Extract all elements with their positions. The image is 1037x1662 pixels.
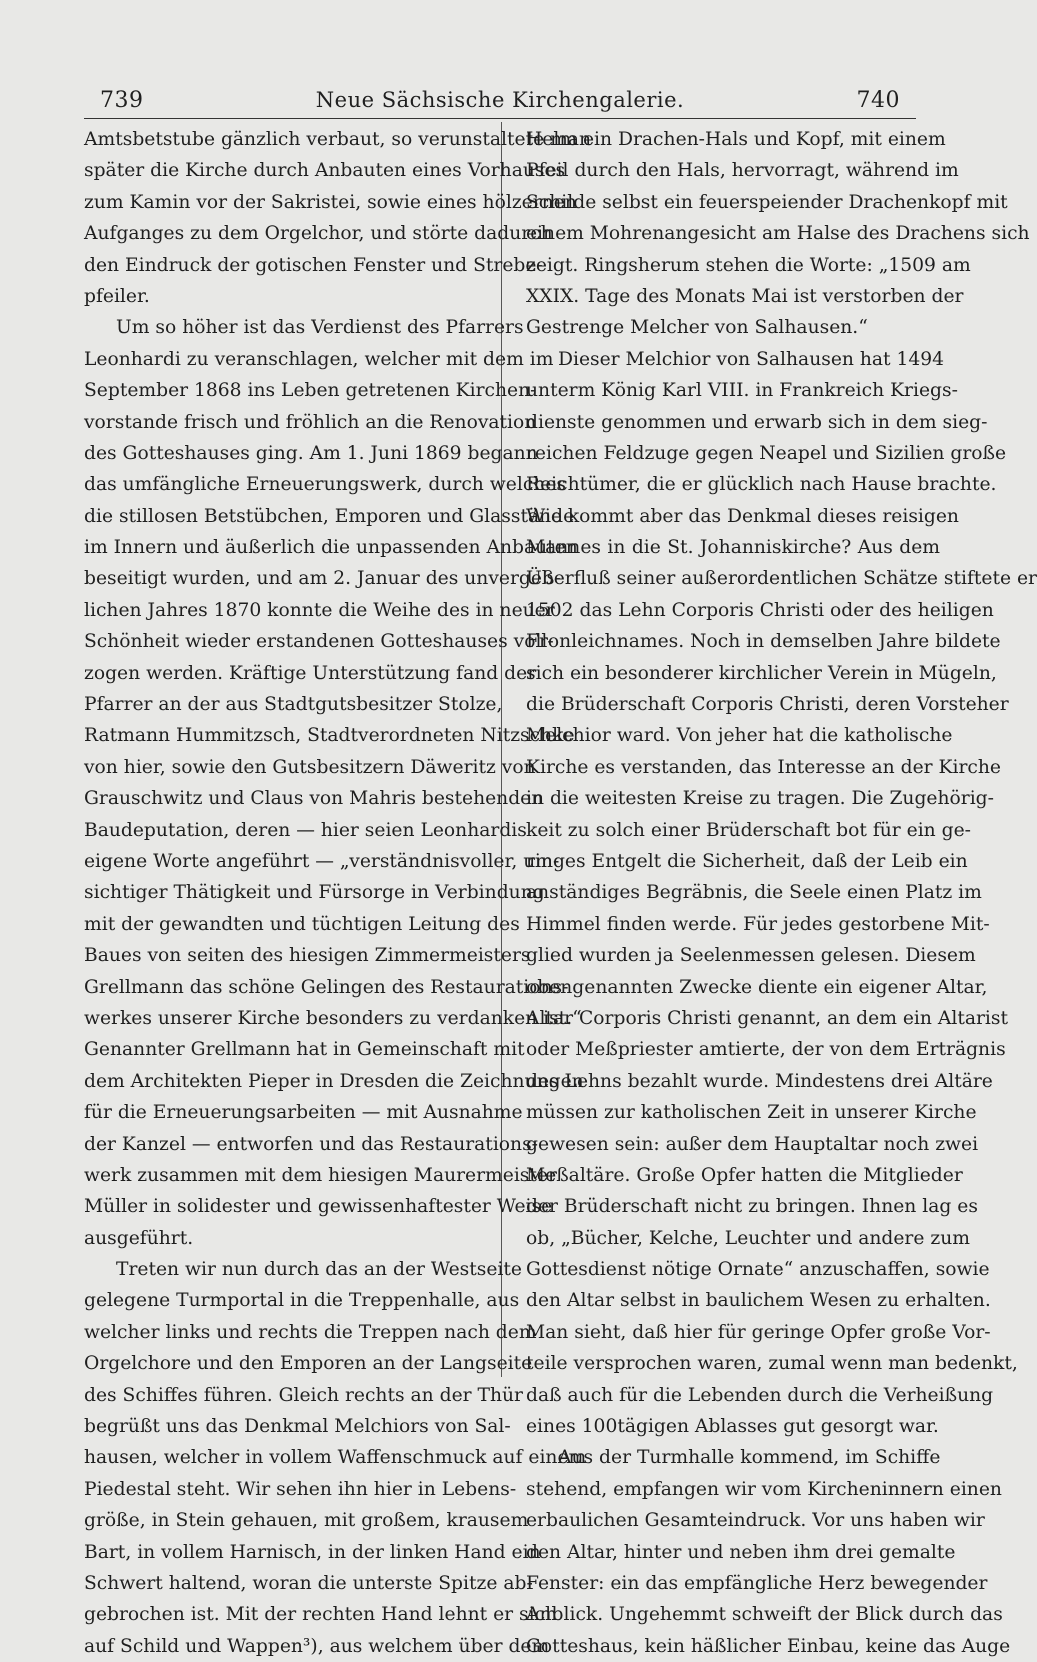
text-line: Leonhardi zu veranschlagen, welcher mit dem im <box>84 348 554 370</box>
text-line: des Gotteshauses ging. Am 1. Juni 1869 begann <box>84 442 538 464</box>
text-line: sich ein besonderer kirchlicher Verein in Mügeln, <box>526 662 997 684</box>
left-column <box>84 124 591 1662</box>
text-line: Um so höher ist das Verdienst des Pfarrers <box>116 317 524 339</box>
text-line: September 1868 ins Leben getretenen Kirchen- <box>84 380 537 402</box>
text-line: Grellmann das schöne Gelingen des Restaurations- <box>84 976 569 998</box>
page-header <box>0 82 1000 116</box>
text-line: Amtsbetstube gänzlich verbaut, so verunstaltete man <box>84 129 591 150</box>
text-line: Melchior ward. Von jeher hat die katholische <box>526 725 953 747</box>
text-line: das umfängliche Erneuerungswerk, durch welches <box>84 474 566 496</box>
text-line: Man sieht, daß hier für geringe Opfer große Vor- <box>526 1321 991 1343</box>
text-line: die Brüderschaft Corporis Christi, deren Vorsteher <box>526 694 1009 716</box>
text-line: Bart, in vollem Harnisch, in der linken Hand ein <box>84 1541 541 1563</box>
text-line: Mannes in die St. Johanniskirche? Aus dem <box>526 537 940 559</box>
text-line: Aufganges zu dem Orgelchor, und störte dadurch <box>84 223 553 245</box>
text-line: für die Erneuerungsarbeiten — mit Ausnahme <box>84 1102 523 1124</box>
text-line: teile versprochen waren, zumal wenn man bedenkt, <box>526 1353 1018 1375</box>
text-line: ausgeführt. <box>84 1227 194 1249</box>
text-line: Pfeil durch den Hals, hervorragt, während im <box>526 160 959 182</box>
text-line: Gotteshaus, kein häßlicher Einbau, keine das Auge <box>526 1635 1011 1657</box>
text-line: unterm König Karl VIII. in Frankreich Kriegs- <box>526 380 958 402</box>
text-line: Orgelchore und den Emporen an der Langseite <box>84 1353 533 1375</box>
text-line: Gestrenge Melcher von Salhausen.“ <box>526 317 868 339</box>
text-line: Kirche es verstanden, das Interesse an der Kirche <box>526 756 1001 778</box>
text-line: oder Meßpriester amtierte, der von dem Erträgnis <box>526 1039 1006 1061</box>
text-line: ob, „Bücher, Kelche, Leuchter und andere zum <box>526 1227 970 1249</box>
text-line: zogen werden. Kräftige Unterstützung fand der <box>84 662 537 684</box>
text-line: zeigt. Ringsherum stehen die Worte: „1509 am <box>526 254 971 276</box>
text-line: Dieser Melchior von Salhausen hat 1494 <box>558 348 945 370</box>
text-line: Baues von seiten des hiesigen Zimmermeisters <box>84 945 531 967</box>
text-line: XXIX. Tage des Monats Mai ist verstorben der <box>526 285 964 307</box>
text-line: daß auch für die Lebenden durch die Verheißung <box>526 1384 994 1406</box>
text-line: Ratmann Hummitzsch, Stadtverordneten Nitzschke <box>84 725 575 747</box>
text-line: dem Architekten Pieper in Dresden die Zeichnungen <box>84 1070 584 1092</box>
text-line: stehend, empfangen wir vom Kircheninnern einen <box>526 1478 1002 1500</box>
text-line: müssen zur katholischen Zeit in unserer Kirche <box>526 1102 977 1124</box>
text-line: eigene Worte angeführt — „verständnisvoller, um- <box>84 850 560 872</box>
text-line: Meßaltäre. Große Opfer hatten die Mitglieder <box>526 1164 963 1186</box>
text-line: der Kanzel — entworfen und das Restaurations- <box>84 1133 538 1155</box>
text-line: Gottesdienst nötige Ornate“ anzuschaffen, sowie <box>526 1259 990 1281</box>
text-line: werkes unserer Kirche besonders zu verdanken ist.“ <box>84 1007 582 1029</box>
text-line: vorstande frisch und fröhlich an die Renovation <box>84 411 537 433</box>
text-line: keit zu solch einer Brüderschaft bot für ein ge- <box>526 819 971 841</box>
text-line: Schilde selbst ein feuerspeiender Drachenkopf mit <box>526 191 1008 213</box>
text-line: ringes Entgelt die Sicherheit, daß der Leib ein <box>526 850 968 872</box>
text-line: in die weitesten Kreise zu tragen. Die Zugehörig- <box>526 788 994 810</box>
header-rule <box>84 118 916 119</box>
text-line: Pfarrer an der aus Stadtgutsbesitzer Stolze, <box>84 694 503 716</box>
text-line: größe, in Stein gehauen, mit großem, krausem <box>84 1510 529 1532</box>
text-line: pfeiler. <box>84 285 150 307</box>
text-line: Helm ein Drachen-Hals und Kopf, mit einem <box>526 129 946 150</box>
text-line: Genannter Grellmann hat in Gemeinschaft mit <box>84 1039 525 1061</box>
text-line: beseitigt wurden, und am 2. Januar des unvergeß- <box>84 568 561 590</box>
text-line: des Lehns bezahlt wurde. Mindestens drei Altäre <box>526 1070 993 1092</box>
text-line: von hier, sowie den Gutsbesitzern Däweritz von <box>84 756 536 778</box>
text-line: werk zusammen mit dem hiesigen Maurermeister <box>84 1164 557 1186</box>
text-line: dienste genommen und erwarb sich in dem sieg- <box>526 411 988 433</box>
text-line: im Innern und äußerlich die unpassenden Anbauten <box>84 537 578 559</box>
text-line: zum Kamin vor der Sakristei, sowie eines hölzernen <box>84 191 577 213</box>
text-line: anständiges Begräbnis, die Seele einen Platz im <box>526 882 982 904</box>
text-line: Altar Corporis Christi genannt, an dem ein Altarist <box>526 1007 1008 1029</box>
text-line: Anblick. Ungehemmt schweift der Blick durch das <box>526 1604 1003 1626</box>
text-line: begrüßt uns das Denkmal Melchiors von Sal- <box>84 1416 511 1438</box>
text-line: glied wurden ja Seelenmessen gelesen. Diesem <box>526 945 976 967</box>
text-line: die stillosen Betstübchen, Emporen und Glasstände <box>84 505 575 527</box>
text-line: Piedestal steht. Wir sehen ihn hier in Lebens- <box>84 1478 517 1500</box>
text-line: Grauschwitz und Claus von Mahris bestehenden <box>84 788 544 810</box>
text-line: hausen, welcher in vollem Waffenschmuck auf einem <box>84 1447 587 1469</box>
text-line: 1502 das Lehn Corporis Christi oder des heiligen <box>526 599 994 621</box>
text-line: Aus der Turmhalle kommend, im Schiffe <box>558 1447 941 1469</box>
right-column <box>526 124 1037 1662</box>
text-line: Überfluß seiner außerordentlichen Schätze stiftete er <box>526 568 1037 590</box>
text-line: Schwert haltend, woran die unterste Spitze ab- <box>84 1572 533 1594</box>
text-line: sichtiger Thätigkeit und Fürsorge in Verbindung <box>84 882 545 904</box>
text-line: Fenster: ein das empfängliche Herz bewegender <box>526 1572 988 1594</box>
text-line: lichen Jahres 1870 konnte die Weihe des in neuer <box>84 599 555 621</box>
text-line: Wie kommt aber das Denkmal dieses reisigen <box>526 505 959 527</box>
text-line: obengenannten Zwecke diente ein eigener Altar, <box>526 976 988 998</box>
text-line: den Altar selbst in baulichem Wesen zu erhalten. <box>526 1290 991 1312</box>
text-line: Baudeputation, deren — hier seien Leonhardis <box>84 819 527 841</box>
left-page-number: 739 <box>100 88 144 113</box>
text-line: den Altar, hinter und neben ihm drei gemalte <box>526 1541 956 1563</box>
right-page-number: 740 <box>856 88 900 113</box>
text-line: einem Mohrenangesicht am Halse des Drachens sich <box>526 223 1030 245</box>
text-line: gewesen sein: außer dem Hauptaltar noch zwei <box>526 1133 979 1155</box>
text-line: Schönheit wieder erstandenen Gotteshauses voll- <box>84 631 554 653</box>
text-line: den Eindruck der gotischen Fenster und Strebe- <box>84 254 543 276</box>
text-line: des Schiffes führen. Gleich rechts an der Thür <box>84 1384 523 1406</box>
text-line: Reichtümer, die er glücklich nach Hause brachte. <box>526 474 997 496</box>
text-line: der Brüderschaft nicht zu bringen. Ihnen lag es <box>526 1196 978 1218</box>
text-line: Himmel finden werde. Für jedes gestorbene Mit- <box>526 913 990 935</box>
text-line: gebrochen ist. Mit der rechten Hand lehnt er sich <box>84 1604 558 1626</box>
text-line: gelegene Turmportal in die Treppenhalle, aus <box>84 1290 520 1312</box>
text-line: welcher links und rechts die Treppen nach dem <box>84 1321 537 1343</box>
text-line: erbaulichen Gesamteindruck. Vor uns haben wir <box>526 1510 985 1532</box>
text-line: eines 100tägigen Ablasses gut gesorgt war. <box>526 1416 939 1438</box>
text-line: Treten wir nun durch das an der Westseite <box>116 1259 522 1281</box>
text-line: mit der gewandten und tüchtigen Leitung des <box>84 913 520 935</box>
text-line: reichen Feldzuge gegen Neapel und Sizilien große <box>526 442 1007 464</box>
text-line: auf Schild und Wappen³), aus welchem über dem <box>84 1635 550 1657</box>
running-title: Neue Sächsische Kirchengalerie. <box>315 88 685 112</box>
text-line: später die Kirche durch Anbauten eines Vorhauses <box>84 160 566 182</box>
text-line: Fronleichnames. Noch in demselben Jahre bildete <box>526 631 1001 653</box>
text-line: Müller in solidester und gewissenhaftester Weise <box>84 1196 553 1218</box>
